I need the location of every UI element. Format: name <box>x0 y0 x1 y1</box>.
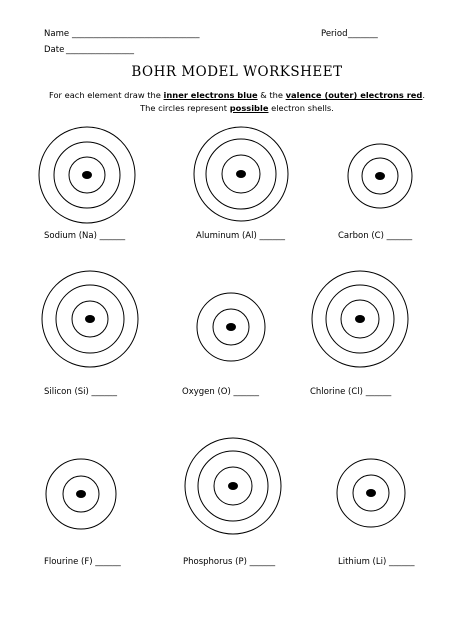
bohr-diagram-sodium[interactable] <box>35 126 139 230</box>
nucleus <box>226 323 236 331</box>
instructions-text: electron shells. <box>268 103 334 113</box>
instructions-valence-electrons: valence (outer) electrons red <box>285 90 423 100</box>
element-label-flourine: Flourine (F) ______ <box>44 557 121 567</box>
element-label-chlorine: Chlorine (Cl) ______ <box>310 387 392 397</box>
nucleus <box>76 490 86 498</box>
nucleus <box>236 170 246 178</box>
nucleus <box>82 171 92 179</box>
nucleus <box>375 172 385 180</box>
instructions-line-2 <box>0 103 474 113</box>
element-label-lithium: Lithium (Li) ______ <box>338 557 415 567</box>
bohr-diagram-chlorine[interactable] <box>308 267 412 371</box>
instructions-text: & the <box>257 90 286 100</box>
nucleus <box>366 489 376 497</box>
date-label: Date <box>44 45 65 55</box>
name-label: Name <box>44 29 70 39</box>
element-label-sodium: Sodium (Na) ______ <box>44 231 126 241</box>
page-title: BOHR MODEL WORKSHEET <box>131 64 343 80</box>
bohr-diagram-oxygen[interactable] <box>194 290 268 364</box>
bohr-diagram-phosphorus[interactable] <box>181 434 285 538</box>
bohr-diagram-flourine[interactable] <box>43 457 119 533</box>
instructions-text: The circles represent <box>140 103 230 113</box>
instructions-inner-electrons: inner electrons blue <box>163 90 258 100</box>
name-blank[interactable]: ______________________________ <box>72 29 200 39</box>
element-label-silicon: Silicon (Si) ______ <box>44 387 118 397</box>
period-blank[interactable]: _______ <box>348 29 378 39</box>
element-label-oxygen: Oxygen (O) ______ <box>182 387 259 397</box>
instructions-line-1 <box>0 90 474 100</box>
instructions-possible: possible <box>229 103 269 113</box>
nucleus <box>85 315 95 323</box>
bohr-diagram-silicon[interactable] <box>38 270 142 374</box>
nucleus <box>228 482 238 490</box>
bohr-diagram-lithium[interactable] <box>334 456 408 530</box>
element-label-phosphorus: Phosphorus (P) ______ <box>183 557 276 567</box>
bohr-diagram-carbon[interactable] <box>343 142 417 216</box>
period-label: Period <box>321 29 348 39</box>
nucleus <box>355 315 365 323</box>
bohr-diagram-aluminum[interactable] <box>189 126 293 230</box>
element-label-carbon: Carbon (C) ______ <box>338 231 413 241</box>
date-blank[interactable]: ________________ <box>66 45 134 55</box>
instructions-text: For each element draw the <box>48 90 164 100</box>
element-label-aluminum: Aluminum (Al) ______ <box>196 231 285 241</box>
instructions-text: . <box>422 90 426 100</box>
